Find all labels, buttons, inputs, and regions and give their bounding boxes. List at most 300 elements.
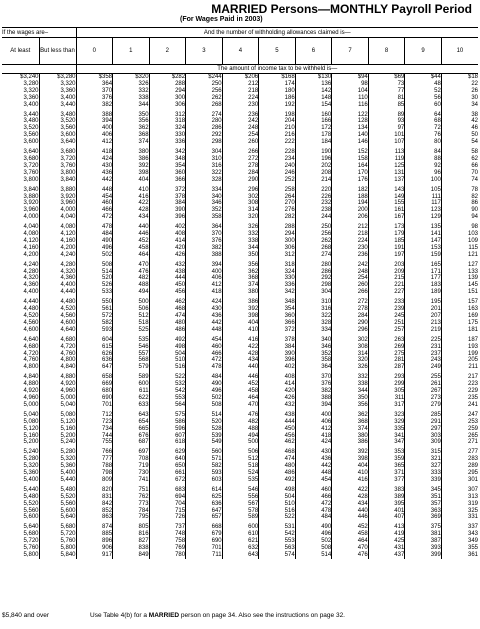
tax-amount: 589	[222, 514, 259, 521]
tax-amount: 64	[405, 109, 442, 119]
tax-amount: 300	[259, 238, 296, 245]
wage-but-less-than: 5,080	[39, 409, 76, 419]
tax-amount: 795	[113, 514, 150, 521]
tax-amount: 236	[332, 252, 369, 259]
wages-header: If the wages are–	[2, 28, 76, 38]
tax-amount: 314	[332, 351, 369, 358]
tax-amount: 490	[186, 381, 223, 388]
allowance-col-header: 5	[259, 38, 296, 65]
tax-amount: 524	[222, 470, 259, 477]
tax-amount: 492	[149, 334, 186, 344]
wage-but-less-than: 3,440	[39, 102, 76, 109]
tax-amount: 193	[441, 344, 478, 351]
tax-amount: 183	[405, 282, 442, 289]
tax-amount: 476	[332, 552, 369, 559]
tax-amount: 506	[113, 306, 150, 313]
tax-amount: 140	[332, 132, 369, 139]
tax-amount: 482	[222, 419, 259, 426]
tax-amount: 93	[368, 118, 405, 125]
tax-amount: 254	[222, 132, 259, 139]
tax-amount: 383	[368, 484, 405, 494]
tax-amount: 567	[222, 501, 259, 508]
wage-at-least: $3,240	[20, 74, 39, 80]
tax-amount: 167	[368, 214, 405, 221]
tax-amount: 122	[332, 109, 369, 119]
wage-at-least: 3,640	[23, 149, 39, 156]
tax-amount: 307	[441, 484, 478, 494]
tax-amount: 701	[186, 545, 223, 552]
tax-amount: 412	[76, 139, 113, 146]
tax-amount: 715	[149, 508, 186, 515]
tax-amount: 416	[113, 194, 150, 201]
tax-amount: 363	[405, 508, 442, 515]
wage-but-less-than: 3,400	[39, 95, 76, 102]
tax-amount: 647	[76, 364, 113, 371]
tax-amount: 418	[76, 146, 113, 156]
table-row	[2, 552, 478, 559]
tax-amount: 496	[186, 388, 223, 395]
tax-amount: 244	[295, 214, 332, 221]
tax-amount: 640	[149, 456, 186, 463]
tax-amount: 22	[441, 81, 478, 88]
tax-amount: 428	[113, 207, 150, 214]
tax-amount: 488	[222, 426, 259, 433]
tax-amount: 432	[149, 259, 186, 269]
wage-at-least: 4,840	[23, 374, 39, 381]
wage-at-least: 4,240	[23, 261, 39, 268]
tax-amount: 444	[149, 275, 186, 282]
tax-amount: 512	[222, 456, 259, 463]
tax-amount: 52	[405, 88, 442, 95]
tax-amount: 368	[222, 275, 259, 282]
tax-amount: 440	[113, 221, 150, 231]
tax-amount: 388	[295, 395, 332, 402]
tax-amount: 400	[186, 269, 223, 276]
tax-amount: $69	[368, 74, 405, 81]
tax-amount: 561	[76, 306, 113, 313]
tax-amount: 377	[368, 477, 405, 484]
tax-amount: 317	[368, 402, 405, 409]
tax-amount: 313	[441, 494, 478, 501]
tax-amount: 809	[76, 477, 113, 484]
tax-amount: 476	[113, 269, 150, 276]
table-row	[2, 320, 478, 327]
tax-amount: 387	[405, 538, 442, 545]
wage-but-less-than: 5,640	[39, 514, 76, 521]
wage-at-least: 3,320	[23, 87, 39, 94]
wage-but-less-than: 5,680	[39, 521, 76, 531]
tax-amount: 346	[295, 344, 332, 351]
tax-amount: 78	[441, 184, 478, 194]
tax-amount: 322	[295, 313, 332, 320]
tax-amount: 343	[441, 531, 478, 538]
tax-amount: 308	[332, 344, 369, 351]
tax-amount: 697	[113, 446, 150, 456]
wage-but-less-than: 4,600	[39, 320, 76, 327]
tax-amount: 406	[76, 132, 113, 139]
tax-amount: 600	[222, 521, 259, 531]
tax-amount: 615	[76, 344, 113, 351]
tax-amount: 128	[332, 118, 369, 125]
tax-amount: 654	[113, 419, 150, 426]
tax-amount: 334	[295, 327, 332, 334]
tax-amount: 125	[368, 163, 405, 170]
wage-but-less-than: 4,120	[39, 231, 76, 238]
tax-amount: 256	[186, 88, 223, 95]
tax-amount: $130	[295, 74, 332, 81]
tax-amount: 135	[405, 221, 442, 231]
tax-amount: 593	[76, 327, 113, 334]
tax-amount: 300	[149, 95, 186, 102]
tax-amount: 643	[113, 409, 150, 419]
table-row	[2, 531, 478, 538]
tax-amount: 189	[405, 289, 442, 296]
tax-amount: 232	[295, 200, 332, 207]
tax-amount: 486	[259, 470, 296, 477]
wage-but-less-than: 3,960	[39, 200, 76, 207]
tax-amount: 816	[113, 531, 150, 538]
tax-amount: 404	[113, 177, 150, 184]
tax-amount: 208	[295, 170, 332, 177]
tax-amount: 247	[441, 409, 478, 419]
tax-amount: $358	[76, 74, 113, 81]
tax-amount: 556	[222, 494, 259, 501]
table-row	[2, 351, 478, 358]
wage-but-less-than: 5,800	[39, 545, 76, 552]
tax-amount: 258	[259, 184, 296, 194]
tax-amount: 161	[368, 207, 405, 214]
tax-amount: 103	[441, 231, 478, 238]
wage-at-least: 3,720	[23, 162, 39, 169]
wage-at-least: 4,560	[23, 319, 39, 326]
tax-amount: 589	[113, 371, 150, 381]
tax-amount: 384	[149, 200, 186, 207]
tax-amount: 366	[149, 177, 186, 184]
tax-amount: 338	[222, 238, 259, 245]
tax-amount: 248	[222, 125, 259, 132]
tax-amount: 76	[405, 132, 442, 139]
tax-amount: 683	[149, 484, 186, 494]
table-row	[2, 184, 478, 194]
tax-amount: 277	[441, 446, 478, 456]
tax-amount: 398	[222, 313, 259, 320]
tax-amount: 252	[259, 177, 296, 184]
table-row	[2, 501, 478, 508]
wage-at-least: 3,880	[23, 193, 39, 200]
tax-amount: 212	[222, 81, 259, 88]
tax-amount: 466	[186, 351, 223, 358]
tax-amount: 488	[113, 282, 150, 289]
tax-amount: 274	[295, 252, 332, 259]
tax-amount: 460	[76, 200, 113, 207]
tax-amount: 153	[405, 245, 442, 252]
tax-amount: 712	[76, 409, 113, 419]
wage-at-least: 5,560	[23, 507, 39, 514]
tax-amount: 342	[149, 146, 186, 156]
tax-amount: 340	[295, 334, 332, 344]
tax-amount: 184	[295, 139, 332, 146]
tax-amount: 227	[368, 289, 405, 296]
tax-amount: 262	[186, 95, 223, 102]
tax-amount: 164	[332, 163, 369, 170]
tax-amount: 490	[295, 521, 332, 531]
tax-amount: 766	[76, 446, 113, 456]
tax-amount: 399	[405, 552, 442, 559]
tax-amount: 436	[186, 313, 223, 320]
table-row	[2, 538, 478, 545]
tax-amount: 478	[76, 221, 113, 231]
tax-amount: 195	[405, 296, 442, 306]
tax-amount: 442	[295, 463, 332, 470]
tax-amount: 190	[295, 146, 332, 156]
tax-amount: 186	[259, 95, 296, 102]
footer-note-pre: Use Table 4(b) for a	[90, 612, 149, 619]
tax-amount: 452	[222, 381, 259, 388]
tax-amount: 516	[149, 364, 186, 371]
wage-but-less-than: 4,880	[39, 371, 76, 381]
tax-amount: 614	[186, 484, 223, 494]
allowances-header: And the number of withholding allowances claimed is—	[76, 28, 478, 38]
tax-amount: 863	[76, 514, 113, 521]
tax-amount: 378	[149, 194, 186, 201]
tax-amount: 446	[332, 514, 369, 521]
table-row	[2, 81, 478, 88]
wage-at-least: 4,720	[23, 350, 39, 357]
tax-amount: 518	[113, 320, 150, 327]
tax-amount: 163	[441, 306, 478, 313]
tax-amount: 352	[295, 351, 332, 358]
wage-but-less-than: 4,280	[39, 259, 76, 269]
tax-amount: 386	[113, 156, 150, 163]
tax-amount: 256	[295, 231, 332, 238]
tax-amount: 434	[222, 357, 259, 364]
tax-amount: 431	[368, 545, 405, 552]
tax-amount: 302	[222, 194, 259, 201]
tax-amount: 468	[259, 446, 296, 456]
tax-amount: 262	[295, 238, 332, 245]
tax-amount: 532	[149, 381, 186, 388]
tax-amount: 420	[149, 245, 186, 252]
wage-but-less-than: 5,480	[39, 484, 76, 494]
wage-but-less-than: 4,640	[39, 327, 76, 334]
table-row	[2, 357, 478, 364]
tax-amount: 531	[259, 521, 296, 531]
tax-amount: 392	[113, 163, 150, 170]
tax-amount: 205	[441, 357, 478, 364]
tax-amount: 198	[259, 109, 296, 119]
tax-amount: 376	[186, 238, 223, 245]
tax-amount: 422	[222, 344, 259, 351]
tax-amount: 275	[368, 351, 405, 358]
tax-amount: 636	[76, 357, 113, 364]
tax-amount: 412	[186, 282, 223, 289]
footer-note-bold: MARRIED	[148, 612, 180, 619]
tax-amount: 134	[332, 125, 369, 132]
tax-amount: 231	[405, 344, 442, 351]
tax-amount: 175	[441, 320, 478, 327]
tax-amount: 171	[405, 269, 442, 276]
tax-amount: 314	[222, 207, 259, 214]
tax-amount: 272	[332, 296, 369, 306]
tax-amount: 215	[368, 275, 405, 282]
wage-at-least: 4,120	[23, 237, 39, 244]
tax-amount: 364	[76, 81, 113, 88]
tax-amount: 446	[222, 371, 259, 381]
table-row	[2, 514, 478, 521]
tax-amount: 213	[405, 320, 442, 327]
tax-amount: 362	[332, 409, 369, 419]
tax-amount: 516	[259, 508, 296, 515]
tax-amount: 381	[405, 531, 442, 538]
wage-but-less-than: 4,520	[39, 306, 76, 313]
tax-amount: 338	[332, 381, 369, 388]
tax-amount: 265	[441, 433, 478, 440]
table-row	[2, 508, 478, 515]
tax-amount: 454	[186, 334, 223, 344]
tax-amount: 88	[405, 156, 442, 163]
tax-amount: 520	[76, 275, 113, 282]
wage-at-least: 4,320	[23, 275, 39, 282]
tax-amount: 77	[368, 88, 405, 95]
tax-amount: 354	[259, 306, 296, 313]
wage-at-least: 3,360	[23, 94, 39, 101]
wage-at-least: 5,200	[23, 439, 39, 446]
tax-amount: 389	[368, 494, 405, 501]
tax-amount: 906	[76, 545, 113, 552]
tax-amount: 408	[149, 231, 186, 238]
tax-amount: 328	[186, 177, 223, 184]
tax-amount: 362	[222, 269, 259, 276]
tax-amount: 38	[441, 109, 478, 119]
tax-amount: 42	[441, 118, 478, 125]
tax-amount: 323	[368, 409, 405, 419]
at-least-header: At least	[2, 38, 39, 65]
tax-amount: 243	[405, 357, 442, 364]
tax-amount: 318	[259, 259, 296, 269]
tax-amount: 127	[441, 259, 478, 269]
wage-at-least: 3,920	[23, 200, 39, 207]
tax-amount: 464	[222, 395, 259, 402]
tax-amount: 708	[113, 456, 150, 463]
tax-amount: 398	[332, 456, 369, 463]
tax-amount: 321	[405, 456, 442, 463]
tax-amount: $18	[441, 74, 478, 81]
tax-amount: 413	[368, 521, 405, 531]
table-row	[2, 313, 478, 320]
tax-amount: 273	[405, 395, 442, 402]
tax-amount: 260	[222, 139, 259, 146]
tax-amount: 372	[259, 327, 296, 334]
wage-at-least: 5,800	[23, 552, 39, 558]
table-row	[2, 252, 478, 259]
table-row	[2, 275, 478, 282]
tax-amount: 192	[259, 102, 296, 109]
allowance-col-header: 8	[368, 38, 405, 65]
tax-amount: 610	[222, 531, 259, 538]
tax-amount: 535	[222, 477, 259, 484]
wage-at-least: 4,200	[23, 251, 39, 258]
tax-amount: 773	[113, 501, 150, 508]
tax-amount: 838	[113, 545, 150, 552]
tax-amount: 297	[405, 426, 442, 433]
tax-amount: 223	[441, 381, 478, 388]
tax-amount: 46	[441, 125, 478, 132]
wage-but-less-than: 5,280	[39, 446, 76, 456]
tax-amount: 180	[259, 88, 296, 95]
tax-amount: 330	[149, 132, 186, 139]
table-row	[2, 463, 478, 470]
table-row	[2, 419, 478, 426]
tax-amount: 751	[113, 484, 150, 494]
tax-amount: 382	[295, 388, 332, 395]
tax-amount: 450	[149, 282, 186, 289]
tax-amount: 310	[295, 296, 332, 306]
wage-at-least: 4,880	[23, 381, 39, 388]
wage-but-less-than: 4,400	[39, 282, 76, 289]
tax-amount: 278	[222, 163, 259, 170]
tax-amount: 292	[186, 132, 223, 139]
tax-amount: 121	[441, 252, 478, 259]
tax-amount: 360	[259, 313, 296, 320]
tax-amount: 410	[113, 184, 150, 194]
tax-amount: 333	[405, 470, 442, 477]
tax-amount: 618	[149, 439, 186, 446]
tax-amount: 831	[76, 494, 113, 501]
tax-amount: 251	[368, 320, 405, 327]
table-row	[2, 296, 478, 306]
tax-amount: 643	[222, 552, 259, 559]
tax-amount: 350	[332, 395, 369, 402]
tax-amount: 141	[405, 231, 442, 238]
wage-at-least: 4,000	[23, 214, 39, 221]
wage-but-less-than: 5,120	[39, 419, 76, 426]
table-row	[2, 231, 478, 238]
tax-amount: 711	[186, 552, 223, 559]
tax-amount: 233	[368, 296, 405, 306]
tax-amount: 464	[113, 252, 150, 259]
tax-amount: 329	[368, 419, 405, 426]
tax-amount: 245	[368, 313, 405, 320]
tax-amount: 240	[259, 163, 296, 170]
wage-but-less-than: 5,560	[39, 501, 76, 508]
tax-amount: 578	[222, 508, 259, 515]
tax-amount: 278	[332, 306, 369, 313]
tax-amount: 361	[441, 552, 478, 559]
wage-at-least: 5,760	[23, 545, 39, 552]
wage-but-less-than: 4,920	[39, 381, 76, 388]
tax-amount: 404	[222, 320, 259, 327]
tax-amount: $44	[405, 74, 442, 81]
tax-amount: 560	[186, 446, 223, 456]
tax-amount: 327	[405, 463, 442, 470]
tax-amount: 762	[113, 494, 150, 501]
tax-amount: 657	[186, 514, 223, 521]
tax-amount: 633	[113, 402, 150, 409]
tax-amount: 744	[76, 433, 113, 440]
tax-amount: 582	[186, 463, 223, 470]
tax-amount: 454	[295, 477, 332, 484]
tax-amount: 629	[149, 446, 186, 456]
wage-but-less-than: 5,360	[39, 463, 76, 470]
wage-but-less-than: 5,520	[39, 494, 76, 501]
tax-amount: 54	[441, 139, 478, 146]
wage-but-less-than: 5,840	[39, 552, 76, 559]
tax-amount: 425	[368, 538, 405, 545]
tax-amount: 249	[405, 364, 442, 371]
wage-at-least: 4,400	[23, 289, 39, 296]
tax-amount: 211	[441, 364, 478, 371]
tax-amount: 546	[113, 344, 150, 351]
